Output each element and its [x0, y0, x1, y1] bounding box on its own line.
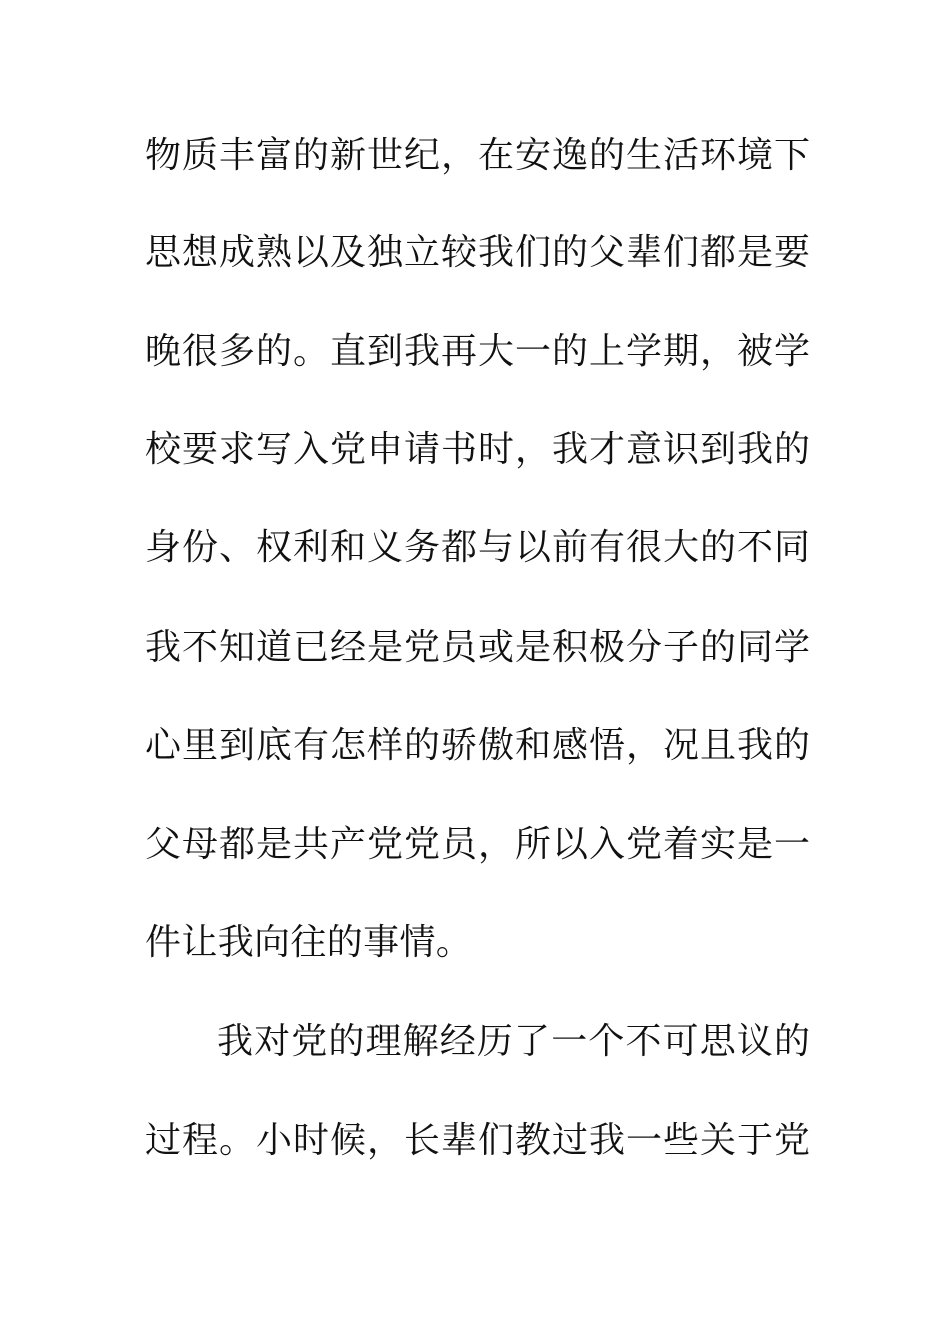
body-text-line: 过程。小时候，长辈们教过我一些关于党	[145, 1120, 810, 1161]
body-text-line: 思想成熟以及独立较我们的父辈们都是要	[145, 232, 810, 273]
body-text-line-paragraph-end: 件让我向往的事情。	[145, 922, 473, 963]
body-text-line: 晚很多的。直到我再大一的上学期，被学	[145, 331, 810, 372]
body-text-line: 父母都是共产党党员，所以入党着实是一	[145, 824, 810, 865]
body-text-line: 身份、权利和义务都与以前有很大的不同	[145, 527, 810, 568]
body-text-line: 校要求写入党申请书时，我才意识到我的	[145, 429, 810, 470]
body-text-line: 心里到底有怎样的骄傲和感悟，况且我的	[145, 725, 810, 766]
body-text-line: 我不知道已经是党员或是积极分子的同学	[145, 627, 810, 668]
paragraph-first-line: 我对党的理解经历了一个不可思议的	[217, 1021, 810, 1062]
body-text-line: 物质丰富的新世纪，在安逸的生活环境下	[145, 135, 810, 176]
